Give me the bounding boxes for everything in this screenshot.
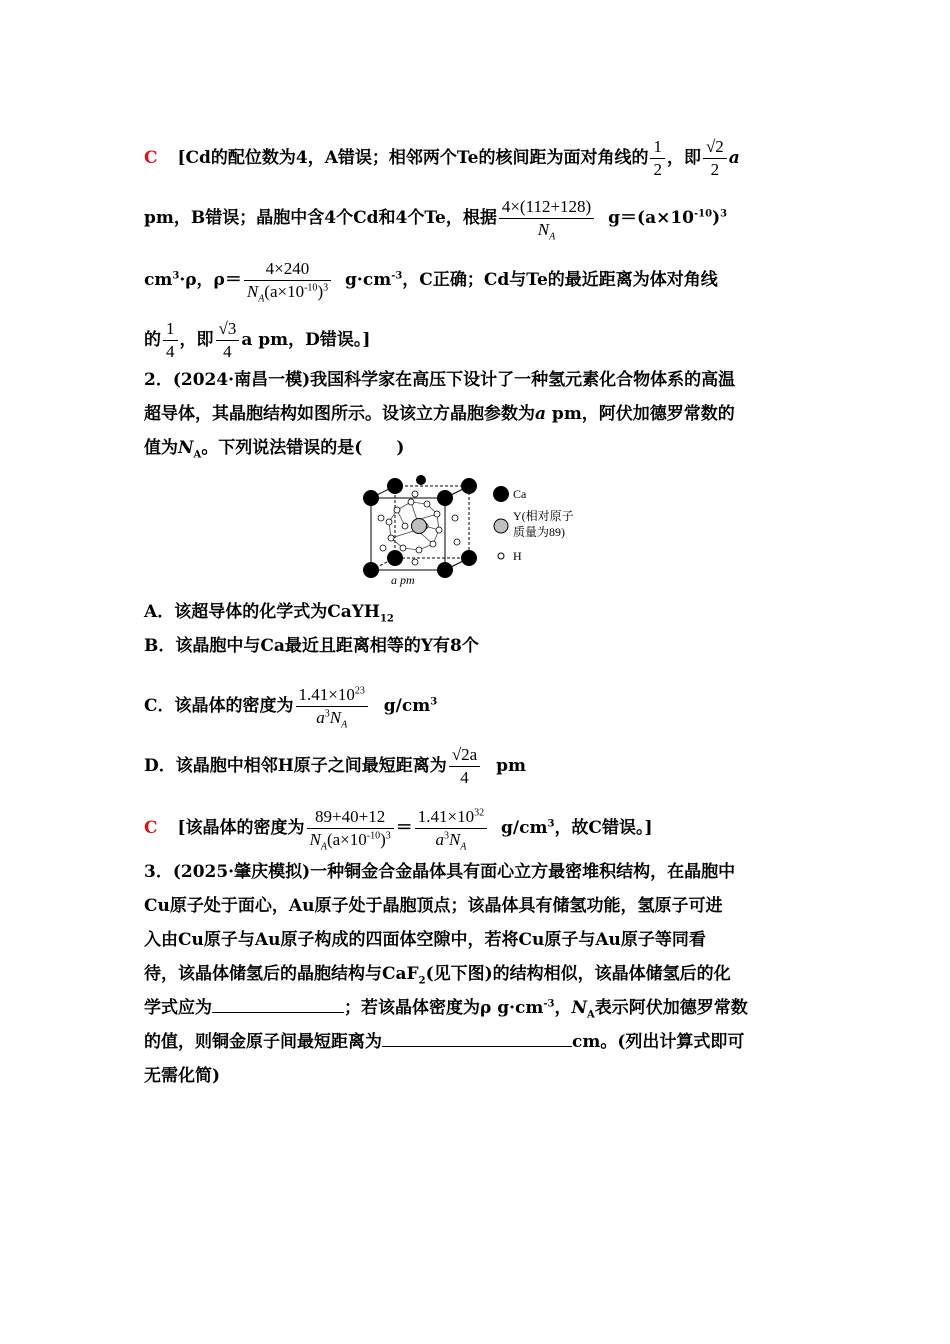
answer-blank-formula[interactable] (212, 994, 344, 1013)
question3-line6: 的值，则铜金原子间最短距离为 cm。(列出计算式即可 (144, 1028, 806, 1056)
legend-y-line2: 质量为89) (513, 525, 565, 539)
option-c: C．该晶体的密度为 $\frac{1.41\times 10^{23}}{a^3N_A}$ $g/cm^3$ (144, 685, 438, 731)
legend-ca: Ca (513, 487, 527, 501)
crystal-structure-figure (355, 470, 595, 588)
answer1-line1: C [Cd的配位数为4，A错误；相邻两个Te的核间距为面对角线的 $\frac{1}{2}$ ，即 $\frac{√2}{2}$ a (144, 137, 740, 179)
fraction-quarter: $\frac{1}{4}$ (163, 318, 178, 363)
fraction-density: $\frac{4\times 240}{N_A(a\times 10^{-10})^3}$ (244, 258, 331, 303)
legend-h: H (513, 549, 522, 563)
answer1-line2: pm，B错误；晶胞中含4个Cd和4个Te，根据 $\frac{4\times(112+128)}{N_A}$ $g=(a\times 10^{-10})^3$ (144, 197, 728, 243)
fraction-half: $\frac{1}{2}$ (650, 136, 665, 181)
legend-y-marker (494, 519, 508, 533)
legend-y-line1: Y(相对原子 (513, 509, 574, 523)
answer1-text: [Cd的配位数为4，A错误；相邻两个Te的核间距为面对角线的 (177, 148, 649, 168)
answer2-label: C (144, 818, 158, 838)
fraction-mass: $\frac{4\times(112+128)}{N_A}$ (499, 196, 594, 241)
question3-line2: Cu原子处于面心，Au原子处于晶胞顶点；该晶体具有储氢功能，氢原子可进 (144, 896, 723, 916)
crystal-structure-diagram (355, 470, 595, 588)
question3-line4: 待，该晶体储氢后的晶胞结构与CaF$_2$(见下图)的结构相似，该晶体储氢后的化 (144, 964, 731, 987)
question2-line2: 超导体，其晶胞结构如图所示。设该立方晶胞参数为a pm，阿伏加德罗常数的 (144, 404, 735, 424)
legend-ca-marker (493, 486, 509, 502)
fraction-answer2-b: $\frac{1.41\times 10^{32}}{a^3N_A}$ (415, 806, 487, 851)
answer1-label: C (144, 148, 158, 168)
question3-line7: 无需化简) (144, 1066, 221, 1086)
question3-line5: 学式应为 ；若该晶体密度为ρ $g\cdot cm^{-3}$，$N_A$表示阿伏加德罗常数 (144, 994, 806, 1022)
question2-line1: 2．(2024·南昌一模)我国科学家在高压下设计了一种氢元素化合物体系的高温 (144, 370, 736, 390)
option-d: D．该晶胞中相邻H原子之间最短距离为 $\frac{√2a}{4}$ pm (144, 745, 526, 787)
answer-blank-distance[interactable] (382, 1028, 572, 1047)
fraction-option-d: $\frac{√2a}{4}$ (449, 744, 480, 789)
axis-label: a pm (391, 573, 415, 587)
option-a: A．该超导体的化学式为CaYH$_{12}$ (144, 602, 394, 625)
legend-h-marker (498, 553, 504, 559)
answer1-line4: 的 $\frac{1}{4}$ ，即 $\frac{√3}{4}$ a pm，D错误。] (144, 319, 371, 361)
fraction-sqrt2-over-2: $\frac{√2}{2}$ (703, 136, 727, 181)
answer2-line: C [该晶体的密度为 $\frac{89+40+12}{N_A(a\times 10^{-10})^3}$ ＝ $\frac{1.41\times 10^{32}}{a^3N_A}$ $g/cm^3$，故C错误。] (144, 807, 653, 853)
option-b: B．该晶胞中与Ca最近且距离相等的Y有8个 (144, 636, 479, 656)
question2-line3: 值为$N_A$。下列说法错误的是( ) (144, 438, 405, 461)
fraction-option-c: $\frac{1.41\times 10^{23}}{a^3N_A}$ (296, 684, 368, 729)
question3-line3: 入由Cu原子与Au原子构成的四面体空隙中，若将Cu原子与Au原子等同看 (144, 930, 706, 950)
fraction-answer2-a: $\frac{89+40+12}{N_A(a\times 10^{-10})^3}$ (307, 806, 394, 851)
fraction-sqrt3-over-4: $\frac{√3}{4}$ (216, 318, 240, 363)
question3-line1: 3．(2025·肇庆模拟)一种铜金合金晶体具有面心立方最密堆积结构，在晶胞中 (144, 862, 736, 882)
answer1-line3: $cm^3\cdot\rho$，ρ＝ $\frac{4\times 240}{N_A(a\times 10^{-10})^3}$ $g\cdot cm^{-3}$，C正确；Cd与Te的最近距离为体对角线 (144, 259, 718, 305)
